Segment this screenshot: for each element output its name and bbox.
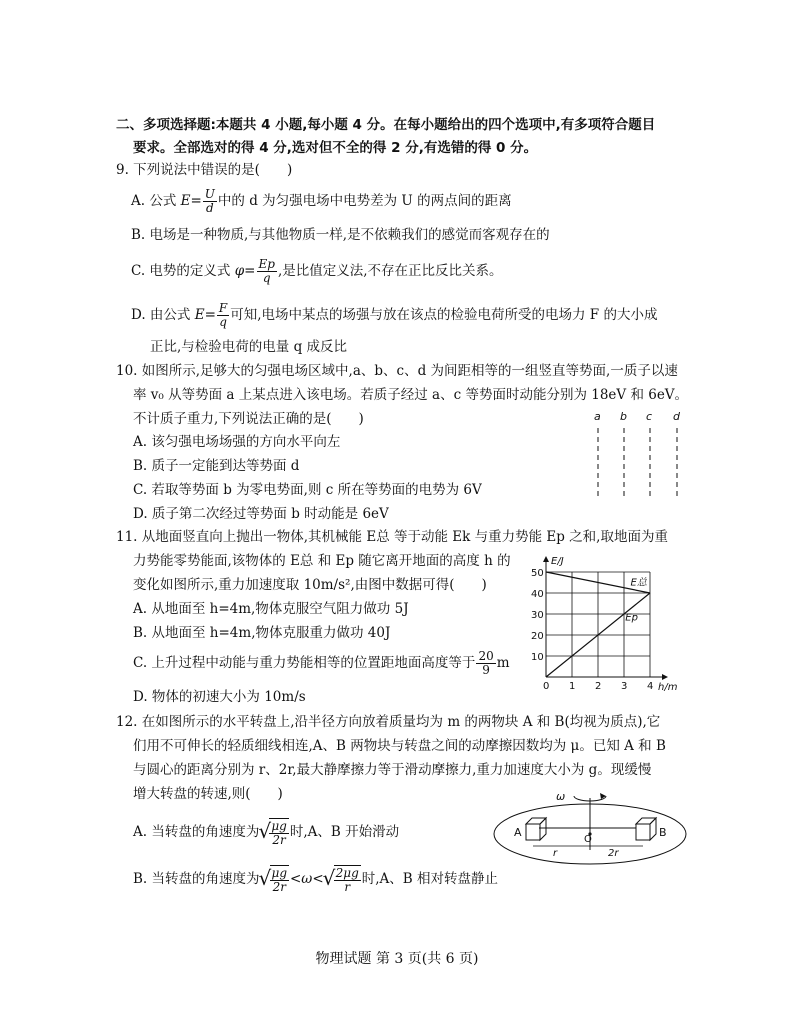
y-tick-label: 20 [531,631,544,642]
q12-option-b: B. 当转盘的角速度为 √ $\frac{\mu g}{2r}$ <ω< √ $\frac{2\mu g}{r}$ 时,A、B 相对转盘静止 [133,865,498,894]
block-a [526,818,546,840]
omega-label: ω [556,790,566,803]
x-tick-label: 3 [621,681,628,692]
label-d: d [673,410,680,423]
q10-line1: 10. 如图所示,足够大的匀强电场区域中,a、b、c、d 为间距相等的一组竖直等势面,一质子以速 [116,363,678,379]
q12-turntable-figure [490,784,690,868]
series-label-ep: Ep [625,612,638,624]
y-axis-label: E/J [551,556,564,567]
q12-line4: 增大转盘的转速,则( ) [133,786,283,802]
x-axis-label: h/m [658,682,678,693]
q11-option-d: D. 物体的初速大小为 10m/s [133,689,306,705]
radius-r-label: r [553,848,558,859]
q9-option-a: A. 公式 E= $\frac{U}{d}$ 中的 d 为匀强电场中电势差为 U 的两点间的距离 [131,187,512,215]
label-a: a [594,410,601,423]
q10-equipotential-figure [588,408,698,504]
y-tick-label: 40 [531,589,544,600]
q11-option-b: B. 从地面至 h=4m,物体克服重力做功 40J [133,625,391,641]
center-o-label: O [584,834,592,845]
q11-line1: 11. 从地面竖直向上抛出一物体,其机械能 E总 等于动能 Ek 与重力势能 Ep 之和,取地面为重 [116,529,668,545]
q10-line3: 不计质子重力,下列说法正确的是( ) [133,411,364,427]
energy-height-chart [528,545,688,695]
x-tick-label: 2 [595,681,602,692]
page-footer: 物理试题 第 3 页(共 6 页) [315,951,479,967]
x-tick-label: 4 [647,681,654,692]
q11-option-a: A. 从地面至 h=4m,物体克服空气阻力做功 5J [133,601,409,617]
y-tick-label: 50 [531,568,544,579]
label-c: c [646,410,653,423]
y-tick-label: 10 [531,652,544,663]
x-tick-label: 0 [543,681,550,692]
q10-option-c: C. 若取等势面 b 为零电势面,则 c 所在等势面的电势为 6V [133,482,482,498]
q10-option-b: B. 质子一定能到达等势面 d [133,458,300,474]
y-axis-arrow [543,556,549,562]
section-header-line2: 要求。全部选对的得 4 分,选对但不全的得 2 分,有选错的得 0 分。 [133,140,538,156]
q11-line2: 力势能零势能面,该物体的 E总 和 Ep 随它离开地面的高度 h 的 [133,553,511,569]
q10-line2: 率 v₀ 从等势面 a 上某点进入该电场。若质子经过 a、c 等势面时动能分别为 18eV 和 6eV。 [133,387,689,403]
y-tick-label: 30 [531,610,544,621]
block-b [636,818,656,840]
q12-option-a: A. 当转盘的角速度为 √ $\frac{\mu g}{2r}$ 时,A、B 开始滑动 [133,818,399,847]
q9-option-d-line2: 正比,与检验电荷的电量 q 成反比 [150,339,348,355]
block-b-label: B [659,826,667,839]
q11-line3: 变化如图所示,重力加速度取 10m/s²,由图中数据可得( ) [133,577,487,593]
radius-2r-label: 2r [608,848,619,859]
q11-option-c: C. 上升过程中动能与重力势能相等的位置距地面高度等于 $\frac{20}{9}$ m [133,649,510,677]
series-label-etotal: E总 [630,577,647,589]
x-axis-arrow [662,674,668,680]
q9-option-b: B. 电场是一种物质,与其他物质一样,是不依赖我们的感觉而客观存在的 [131,227,550,243]
q9-option-c: C. 电势的定义式 φ= $\frac{Ep}{q}$ ,是比值定义法,不存在正比反比关系。 [131,257,503,285]
x-tick-label: 1 [569,681,576,692]
label-b: b [620,410,627,423]
block-a-label: A [514,826,522,839]
section-header-line1: 二、多项选择题:本题共 4 小题,每小题 4 分。在每小题给出的四个选项中,有多项符合题目 [116,117,656,133]
q12-line3: 与圆心的距离分别为 r、2r,最大静摩擦力等于滑动摩擦力,重力加速度大小为 g。现缓慢 [133,762,652,778]
q9-stem: 9. 下列说法中错误的是( ) [116,162,293,178]
q10-option-a: A. 该匀强电场场强的方向水平向左 [133,434,341,450]
q10-option-d: D. 质子第二次经过等势面 b 时动能是 6eV [133,506,389,522]
q9-option-d: D. 由公式 E= $\frac{F}{q}$ 可知,电场中某点的场强与放在该点的检验电荷所受的电场力 F 的大小成 [131,301,658,329]
q12-line2: 们用不可伸长的轻质细线相连,A、B 两物块与转盘之间的动摩擦因数均为 μ。已知 A 和 B [133,738,666,754]
q12-line1: 12. 在如图所示的水平转盘上,沿半径方向放着质量均为 m 的两物块 A 和 B(均视为质点),它 [116,714,661,730]
